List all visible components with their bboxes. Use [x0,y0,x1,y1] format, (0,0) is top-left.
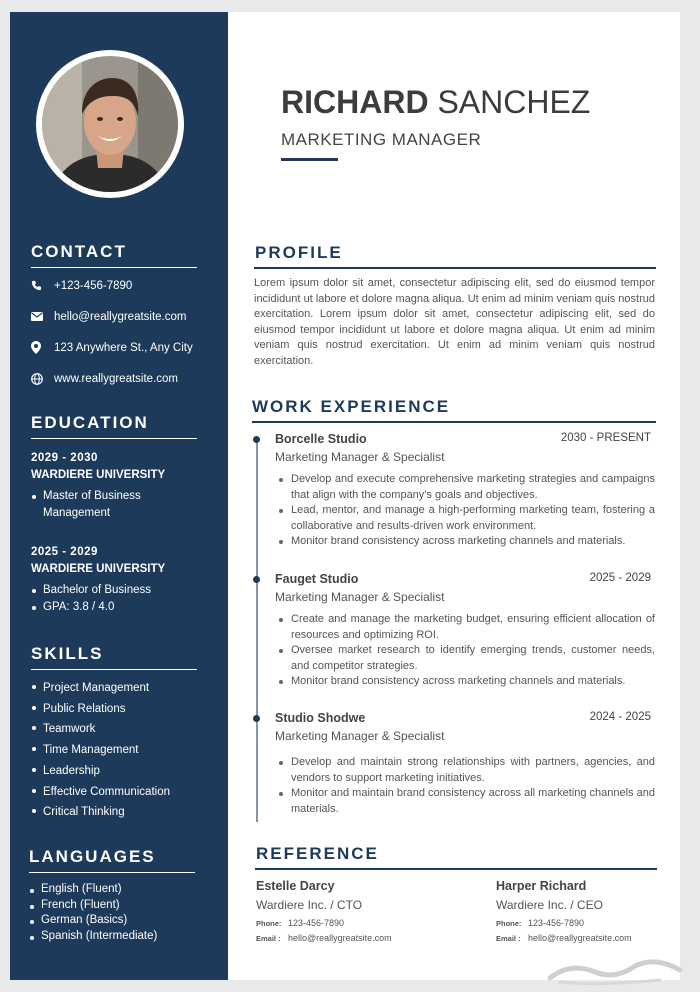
reference-phone-value[interactable]: 123-456-7890 [528,918,585,928]
language-item: English (Fluent) [29,882,195,898]
skill-item: Leadership [31,761,197,782]
language-item: French (Fluent) [29,898,195,914]
language-item: Spanish (Intermediate) [29,929,195,945]
education-detail: Master of Business Management [31,488,197,522]
contact-phone [31,270,197,301]
timeline-dot [253,715,260,722]
job-bullet: Create and manage the marketing budget, ensuring efficient allocation of resources and optimizing ROI. [275,612,655,643]
reference-role: Wardiere Inc. / CEO [496,898,603,912]
reference-role: Wardiere Inc. / CTO [256,898,363,912]
timeline-dot [253,436,260,443]
job-position: Marketing Manager & Specialist [275,590,445,604]
reference-heading: REFERENCE [256,844,379,863]
job-position: Marketing Manager & Specialist [275,729,445,743]
profile-heading: PROFILE [255,243,343,262]
contact-address-text: 123 Anywhere St., Any City [54,341,193,354]
job-bullet: Monitor and maintain brand consistency across all marketing channels and materials. [275,786,655,817]
job-entry [275,711,655,817]
languages-section [29,847,195,945]
education-years: 2025 - 2029 [31,546,98,558]
job-date: 2024 - 2025 [589,711,651,723]
job-date: 2025 - 2029 [589,572,651,584]
education-detail: Bachelor of Business [31,582,197,599]
resume-page [10,12,680,980]
languages-heading: LANGUAGES [29,847,195,873]
sidebar [10,12,228,980]
last-name: SANCHEZ [437,84,591,120]
job-company: Borcelle Studio [275,432,367,446]
job-bullet: Develop and maintain strong relationships with partners, agencies, and vendors to support marketing initiatives. [275,755,655,786]
location-pin-icon [31,341,54,354]
phone-label: Phone: [256,919,282,928]
reference-phone-value[interactable]: 123-456-7890 [288,918,345,928]
work-experience-heading: WORK EXPERIENCE [252,397,451,416]
education-school: WARDIERE UNIVERSITY [31,563,166,575]
job-date: 2030 - PRESENT [560,432,651,444]
skill-item: Teamwork [31,719,197,740]
timeline-dot [253,576,260,583]
reference-name: Estelle Darcy [256,879,335,893]
reference-card [256,879,456,943]
job-bullet: Monitor brand consistency across marketing channels and materials. [275,674,655,690]
job-bullet: Lead, mentor, and manage a high-performing marketing team, fostering a collaborative and results-driven work environment. [275,503,655,534]
globe-icon [31,373,54,385]
contact-email [31,301,197,332]
phone-label: Phone: [496,919,522,928]
reference-email-value[interactable]: hello@reallygreatsite.com [528,933,632,943]
job-entry [275,572,655,690]
person-name [281,84,590,121]
job-role-title: MARKETING MANAGER [281,130,482,149]
contact-website-text[interactable]: www.reallygreatsite.com [54,372,178,385]
profile-photo-frame [36,50,184,198]
job-company: Studio Shodwe [275,711,366,725]
mail-icon [31,312,54,321]
reference-email-value[interactable]: hello@reallygreatsite.com [288,933,392,943]
skill-item: Project Management [31,678,197,699]
education-section [31,413,197,616]
profile-text: Lorem ipsum dolor sit amet, consectetur adipiscing elit, sed do eiusmod tempor incididunt ut labore et dolore magna aliqua. Ut enim ad minim veniam quis nostrud exercitation. Lorem ipsum dolor sit amet, consectetur adipiscing elit, sed do eiusmod tempor incididunt ut labore et dolore magna aliqua. Ut enim ad minim veniam quis nostrud exercitation. Ut enim ad minim veniam quis nostrud exercitation. [254,277,655,367]
contact-website [31,363,197,394]
work-divider [252,421,656,423]
reference-divider [255,868,657,870]
watermark-logo [540,952,690,986]
email-label: Email : [496,934,521,943]
job-position: Marketing Manager & Specialist [275,450,445,464]
skill-item: Time Management [31,740,197,761]
reference-phone [256,918,456,928]
education-entry [31,544,197,616]
job-entry [275,432,655,550]
education-school: WARDIERE UNIVERSITY [31,469,166,481]
education-detail: GPA: 3.8 / 4.0 [31,599,197,616]
skills-heading: SKILLS [31,644,197,670]
experience-timeline [256,437,258,822]
reference-phone [496,918,696,928]
profile-divider [254,267,656,269]
contact-phone-text[interactable]: +123-456-7890 [54,279,133,292]
education-entry [31,450,197,522]
email-label: Email : [256,934,281,943]
reference-name: Harper Richard [496,879,587,893]
contact-email-text[interactable]: hello@reallygreatsite.com [54,310,187,323]
title-underline [281,158,338,161]
profile-photo [42,56,178,192]
job-company: Fauget Studio [275,572,359,586]
job-bullet: Oversee market research to identify emerging trends, customer needs, and competitor strategies. [275,643,655,674]
reference-email [256,933,456,943]
skill-item: Effective Communication [31,782,197,803]
language-item: German (Basics) [29,913,195,929]
phone-icon [31,280,54,291]
skills-section [31,644,197,823]
contact-heading: CONTACT [31,242,197,268]
main-content [228,12,680,980]
reference-card [496,879,696,943]
first-name: RICHARD [281,84,429,120]
skill-item: Public Relations [31,699,197,720]
contact-section [31,242,197,394]
reference-email [496,933,696,943]
education-years: 2029 - 2030 [31,452,98,464]
skill-item: Critical Thinking [31,802,197,823]
education-heading: EDUCATION [31,413,197,439]
contact-address [31,332,197,363]
job-bullet: Monitor brand consistency across marketing channels and materials. [275,534,655,550]
job-bullet: Develop and execute comprehensive marketing strategies and campaigns that align with the company's goals and objectives. [275,472,655,503]
